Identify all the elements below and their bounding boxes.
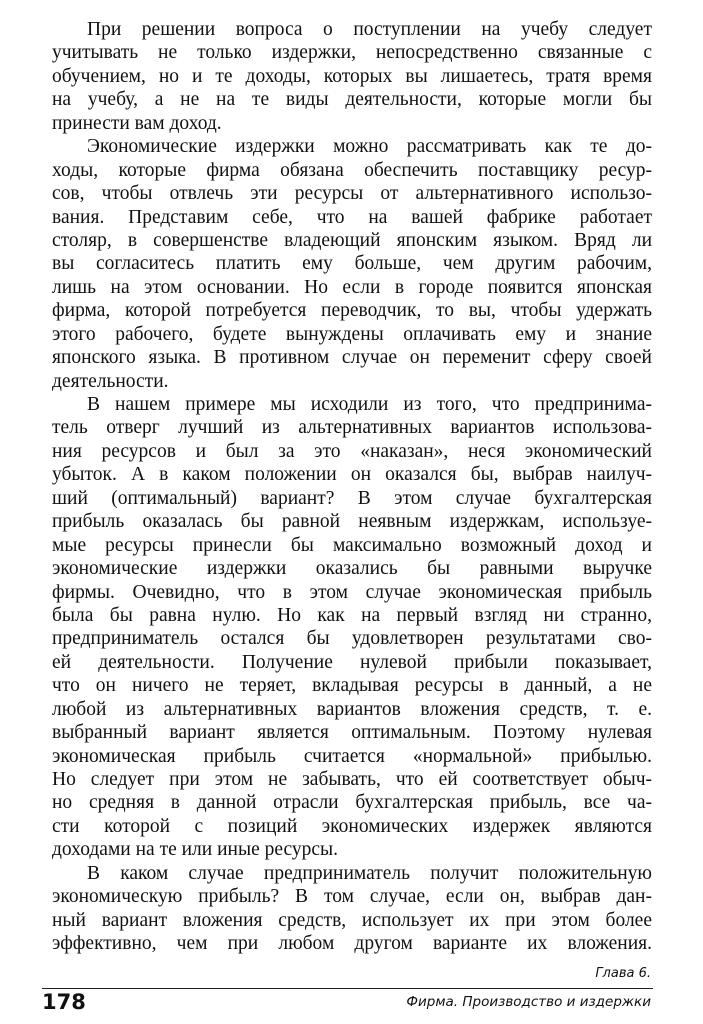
text-line: принести вам доход. xyxy=(52,112,222,134)
text-line: лишь на этом основании. Но если в городе появится японская xyxy=(52,276,652,298)
text-line: ния ресурсов и был за это «наказан», неся экономический xyxy=(52,440,652,462)
text-line: экономические издержки оказались бы равными выручке xyxy=(52,558,652,580)
text-line: любой из альтернативных вариантов вложения средств, т. е. xyxy=(52,698,652,720)
text-line: учитывать не только издержки, непосредственно связанные с xyxy=(52,42,652,64)
page-number: 178 xyxy=(42,990,86,1014)
text-line: выбранный вариант является оптимальным. Поэтому нулевая xyxy=(52,722,652,744)
text-line: ходы, которые фирма обязана обеспечить поставщику ресур- xyxy=(52,159,652,181)
text-line: тель отверг лучший из альтернативных вариантов использова- xyxy=(52,417,652,439)
text-line: При решении вопроса о поступлении на учебу следует xyxy=(87,19,652,40)
text-line: ей деятельности. Получение нулевой прибыли показывает, xyxy=(52,651,652,673)
text-line: ный вариант вложения средств, использует их при этом более xyxy=(52,909,652,931)
running-chapter-title: Фирма. Производство и издержки xyxy=(406,994,651,1010)
text-line: но средняя в данной отрасли бухгалтерская прибыль, все ча- xyxy=(52,792,652,814)
text-line: экономическую прибыль? В том случае, если он, выбрав дан- xyxy=(52,886,652,908)
text-line: В каком случае предприниматель получит положительную xyxy=(87,862,652,884)
text-line: этого рабочего, будете вынуждены оплачивать ему и знание xyxy=(52,323,652,345)
text-line: на учебу, а не на те виды деятельности, которые могли бы xyxy=(52,89,652,111)
paragraph xyxy=(52,862,652,956)
text-line: сов, чтобы отвлечь эти ресурсы от альтернативного использо- xyxy=(52,183,652,205)
body-text xyxy=(52,18,652,956)
paragraph xyxy=(52,393,652,862)
text-line: прибыль оказалась бы равной неявным издержкам, используе- xyxy=(52,511,652,533)
text-line: фирмы. Очевидно, что в этом случае экономическая прибыль xyxy=(52,581,652,603)
text-line: В нашем примере мы исходили из того, что предпринима- xyxy=(87,394,652,415)
text-line: столяр, в совершенстве владеющий японским языком. Вряд ли xyxy=(52,229,652,251)
paragraph xyxy=(52,18,652,135)
text-line: была бы равна нулю. Но как на первый взгляд ни странно, xyxy=(52,604,652,626)
text-line: деятельности. xyxy=(52,370,169,392)
text-line: убыток. А в каком положении он оказался бы, выбрав наилуч- xyxy=(52,464,652,486)
text-line: доходами на те или иные ресурсы. xyxy=(52,839,339,861)
running-chapter-label: Глава 6. xyxy=(595,966,651,981)
text-line: фирма, которой потребуется переводчик, то вы, чтобы удержать xyxy=(52,300,652,322)
text-line: эффективно, чем при любом другом варианте их вложения. xyxy=(52,933,652,955)
text-line: предприниматель остался бы удовлетворен результатами сво- xyxy=(52,628,652,650)
text-line: вания. Представим себе, что на вашей фабрике работает xyxy=(52,206,652,228)
text-line: вы согласитесь платить ему больше, чем другим рабочим, xyxy=(52,253,652,275)
text-line: что он ничего не теряет, вкладывая ресурсы в данный, а не xyxy=(52,675,652,697)
text-line: сти которой с позиций экономических издержек являются xyxy=(52,815,652,837)
text-line: мые ресурсы принесли бы максимально возможный доход и xyxy=(52,534,652,556)
text-line: японского языка. В противном случае он переменит сферу своей xyxy=(52,347,652,369)
text-line: Но следует при этом не забывать, что ей соответствует обыч- xyxy=(52,769,652,790)
footer-rule xyxy=(42,988,653,989)
text-line: экономическая прибыль считается «нормальной» прибылью. xyxy=(52,745,652,767)
text-line: обучением, но и те доходы, которых вы лишаетесь, тратя время xyxy=(52,65,652,87)
text-line: ший (оптимальный) вариант? В этом случае бухгалтерская xyxy=(52,487,652,509)
text-line: Экономические издержки можно рассматривать как те до- xyxy=(87,136,652,158)
paragraph xyxy=(52,135,652,393)
